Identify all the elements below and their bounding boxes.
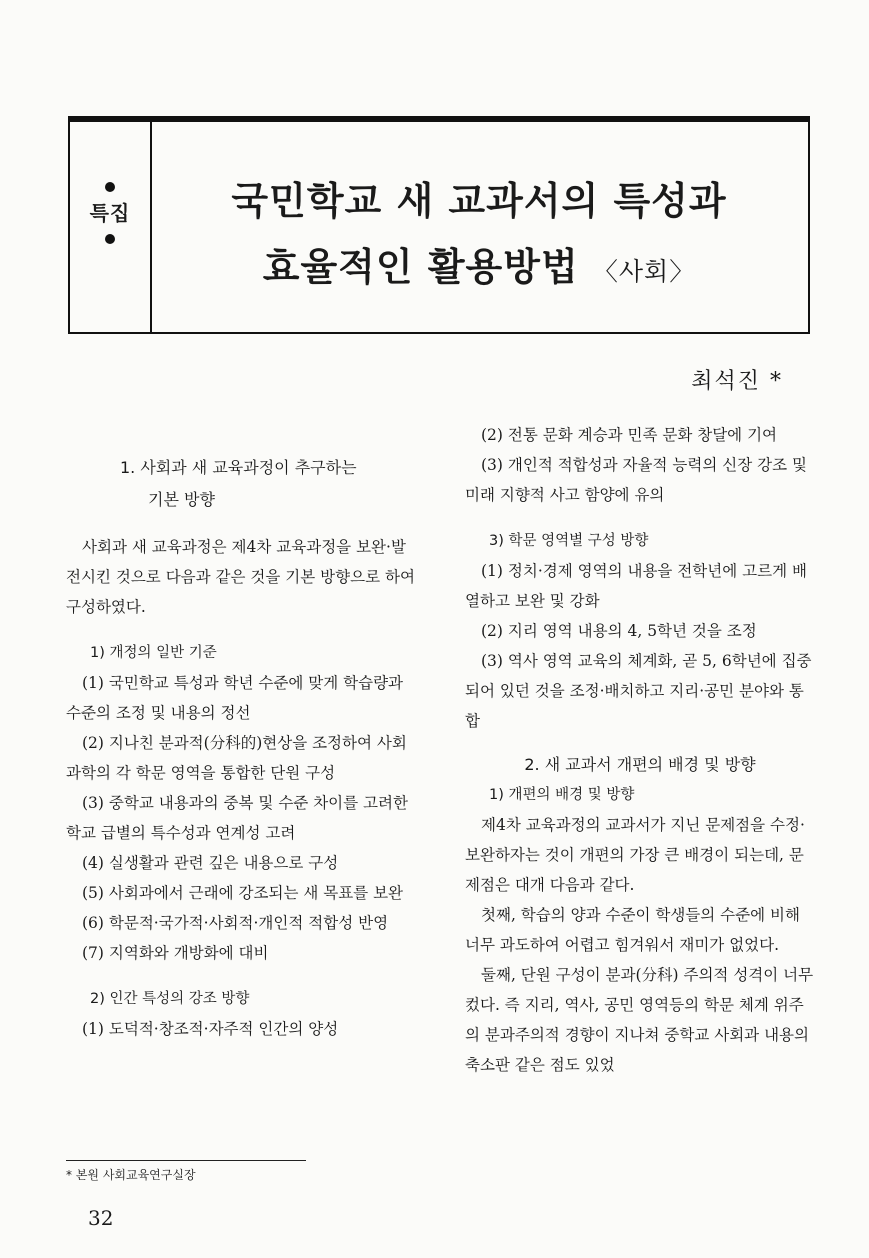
- list-item: (2) 전통 문화 계승과 민족 문화 창달에 기여: [481, 426, 778, 444]
- title-subject: 〈사회〉: [592, 257, 696, 286]
- feature-tag-label: 특집: [89, 201, 131, 225]
- title-line-1: 국민학교 새 교과서의 특성과: [231, 178, 727, 223]
- bullet-dot-top: [105, 182, 115, 192]
- title-line-2-main: 효율적인 활용방법: [262, 244, 579, 289]
- subsection-heading-background: 1) 개편의 배경 및 방향: [489, 787, 635, 803]
- feature-tag: [70, 182, 150, 244]
- footnote-divider: [66, 1160, 306, 1161]
- list-item: (3) 개인적 적합성과 자율적 능력의 신장 강조 및 미래 지향적 사고 함양에 유의: [465, 456, 807, 504]
- left-column: [66, 420, 416, 1044]
- subsection-heading-academic-areas: 3) 학문 영역별 구성 방향: [489, 533, 649, 549]
- section-heading-1: [66, 452, 416, 516]
- article-title: [150, 168, 808, 305]
- subsection-heading-general-criteria: 1) 개정의 일반 기준: [90, 645, 217, 661]
- body-paragraph: 첫째, 학습의 양과 수준이 학생들의 수준에 비해 너무 과도하여 어렵고 힘겨워서 재미가 없었다.: [465, 906, 800, 954]
- title-line-2: [150, 234, 808, 305]
- section-heading-1-line2: 기본 방향: [148, 490, 215, 509]
- list-item: (1) 국민학교 특성과 학년 수준에 맞게 학습량과 수준의 조정 및 내용의 정선: [66, 674, 404, 722]
- body-paragraph: 둘째, 단원 구성이 분과(分科) 주의적 성격이 너무 컸다. 즉 지리, 역사, 공민 영역등의 학문 체계 위주의 분과주의적 경향이 지나쳐 중학교 사회과 내용의 축소판 같은 점도 있었: [465, 966, 814, 1074]
- intro-paragraph: 사회과 새 교육과정은 제4차 교육과정을 보완·발전시킨 것으로 다음과 같은 것을 기본 방향으로 하여 구성하였다.: [66, 538, 415, 616]
- feature-header-box: [68, 116, 810, 334]
- list-item: (7) 지역화와 개방화에 대비: [82, 944, 269, 962]
- list-item: (1) 정치·경제 영역의 내용을 전학년에 고르게 배열하고 보완 및 강화: [465, 562, 807, 610]
- list-item: (2) 지나친 분과적(分科的)현상을 조정하여 사회 과학의 각 학문 영역을 통합한 단원 구성: [66, 734, 407, 782]
- section-heading-2: 2. 새 교과서 개편의 배경 및 방향: [524, 755, 756, 774]
- list-item: (4) 실생활과 관련 깊은 내용으로 구성: [82, 854, 339, 872]
- page-number: 32: [88, 1206, 114, 1230]
- section-heading-1-line1: 1. 사회과 새 교육과정이 추구하는: [120, 458, 357, 477]
- author-name: 최석진 *: [691, 369, 783, 394]
- right-column: [465, 420, 815, 1080]
- subsection-heading-human-traits: 2) 인간 특성의 강조 방향: [90, 991, 250, 1007]
- list-item: (6) 학문적·국가적·사회적·개인적 적합성 반영: [82, 914, 389, 932]
- list-item: (2) 지리 영역 내용의 4, 5학년 것을 조정: [481, 622, 757, 640]
- list-item: (5) 사회과에서 근래에 강조되는 새 목표를 보완: [82, 884, 404, 902]
- list-item: (3) 역사 영역 교육의 체계화, 곧 5, 6학년에 집중되어 있던 것을 조정·배치하고 지리·공민 분야와 통합: [465, 652, 812, 730]
- list-item: (1) 도덕적·창조적·자주적 인간의 양성: [82, 1020, 339, 1038]
- body-paragraph: 제4차 교육과정의 교과서가 지닌 문제점을 수정·보완하자는 것이 개편의 가장 큰 배경이 되는데, 문제점은 대개 다음과 같다.: [465, 816, 805, 894]
- bullet-dot-bottom: [105, 234, 115, 244]
- footnote: * 본원 사회교육연구실장: [66, 1168, 196, 1182]
- list-item: (3) 중학교 내용과의 중복 및 수준 차이를 고려한 학교 급별의 특수성과 연계성 고려: [66, 794, 408, 842]
